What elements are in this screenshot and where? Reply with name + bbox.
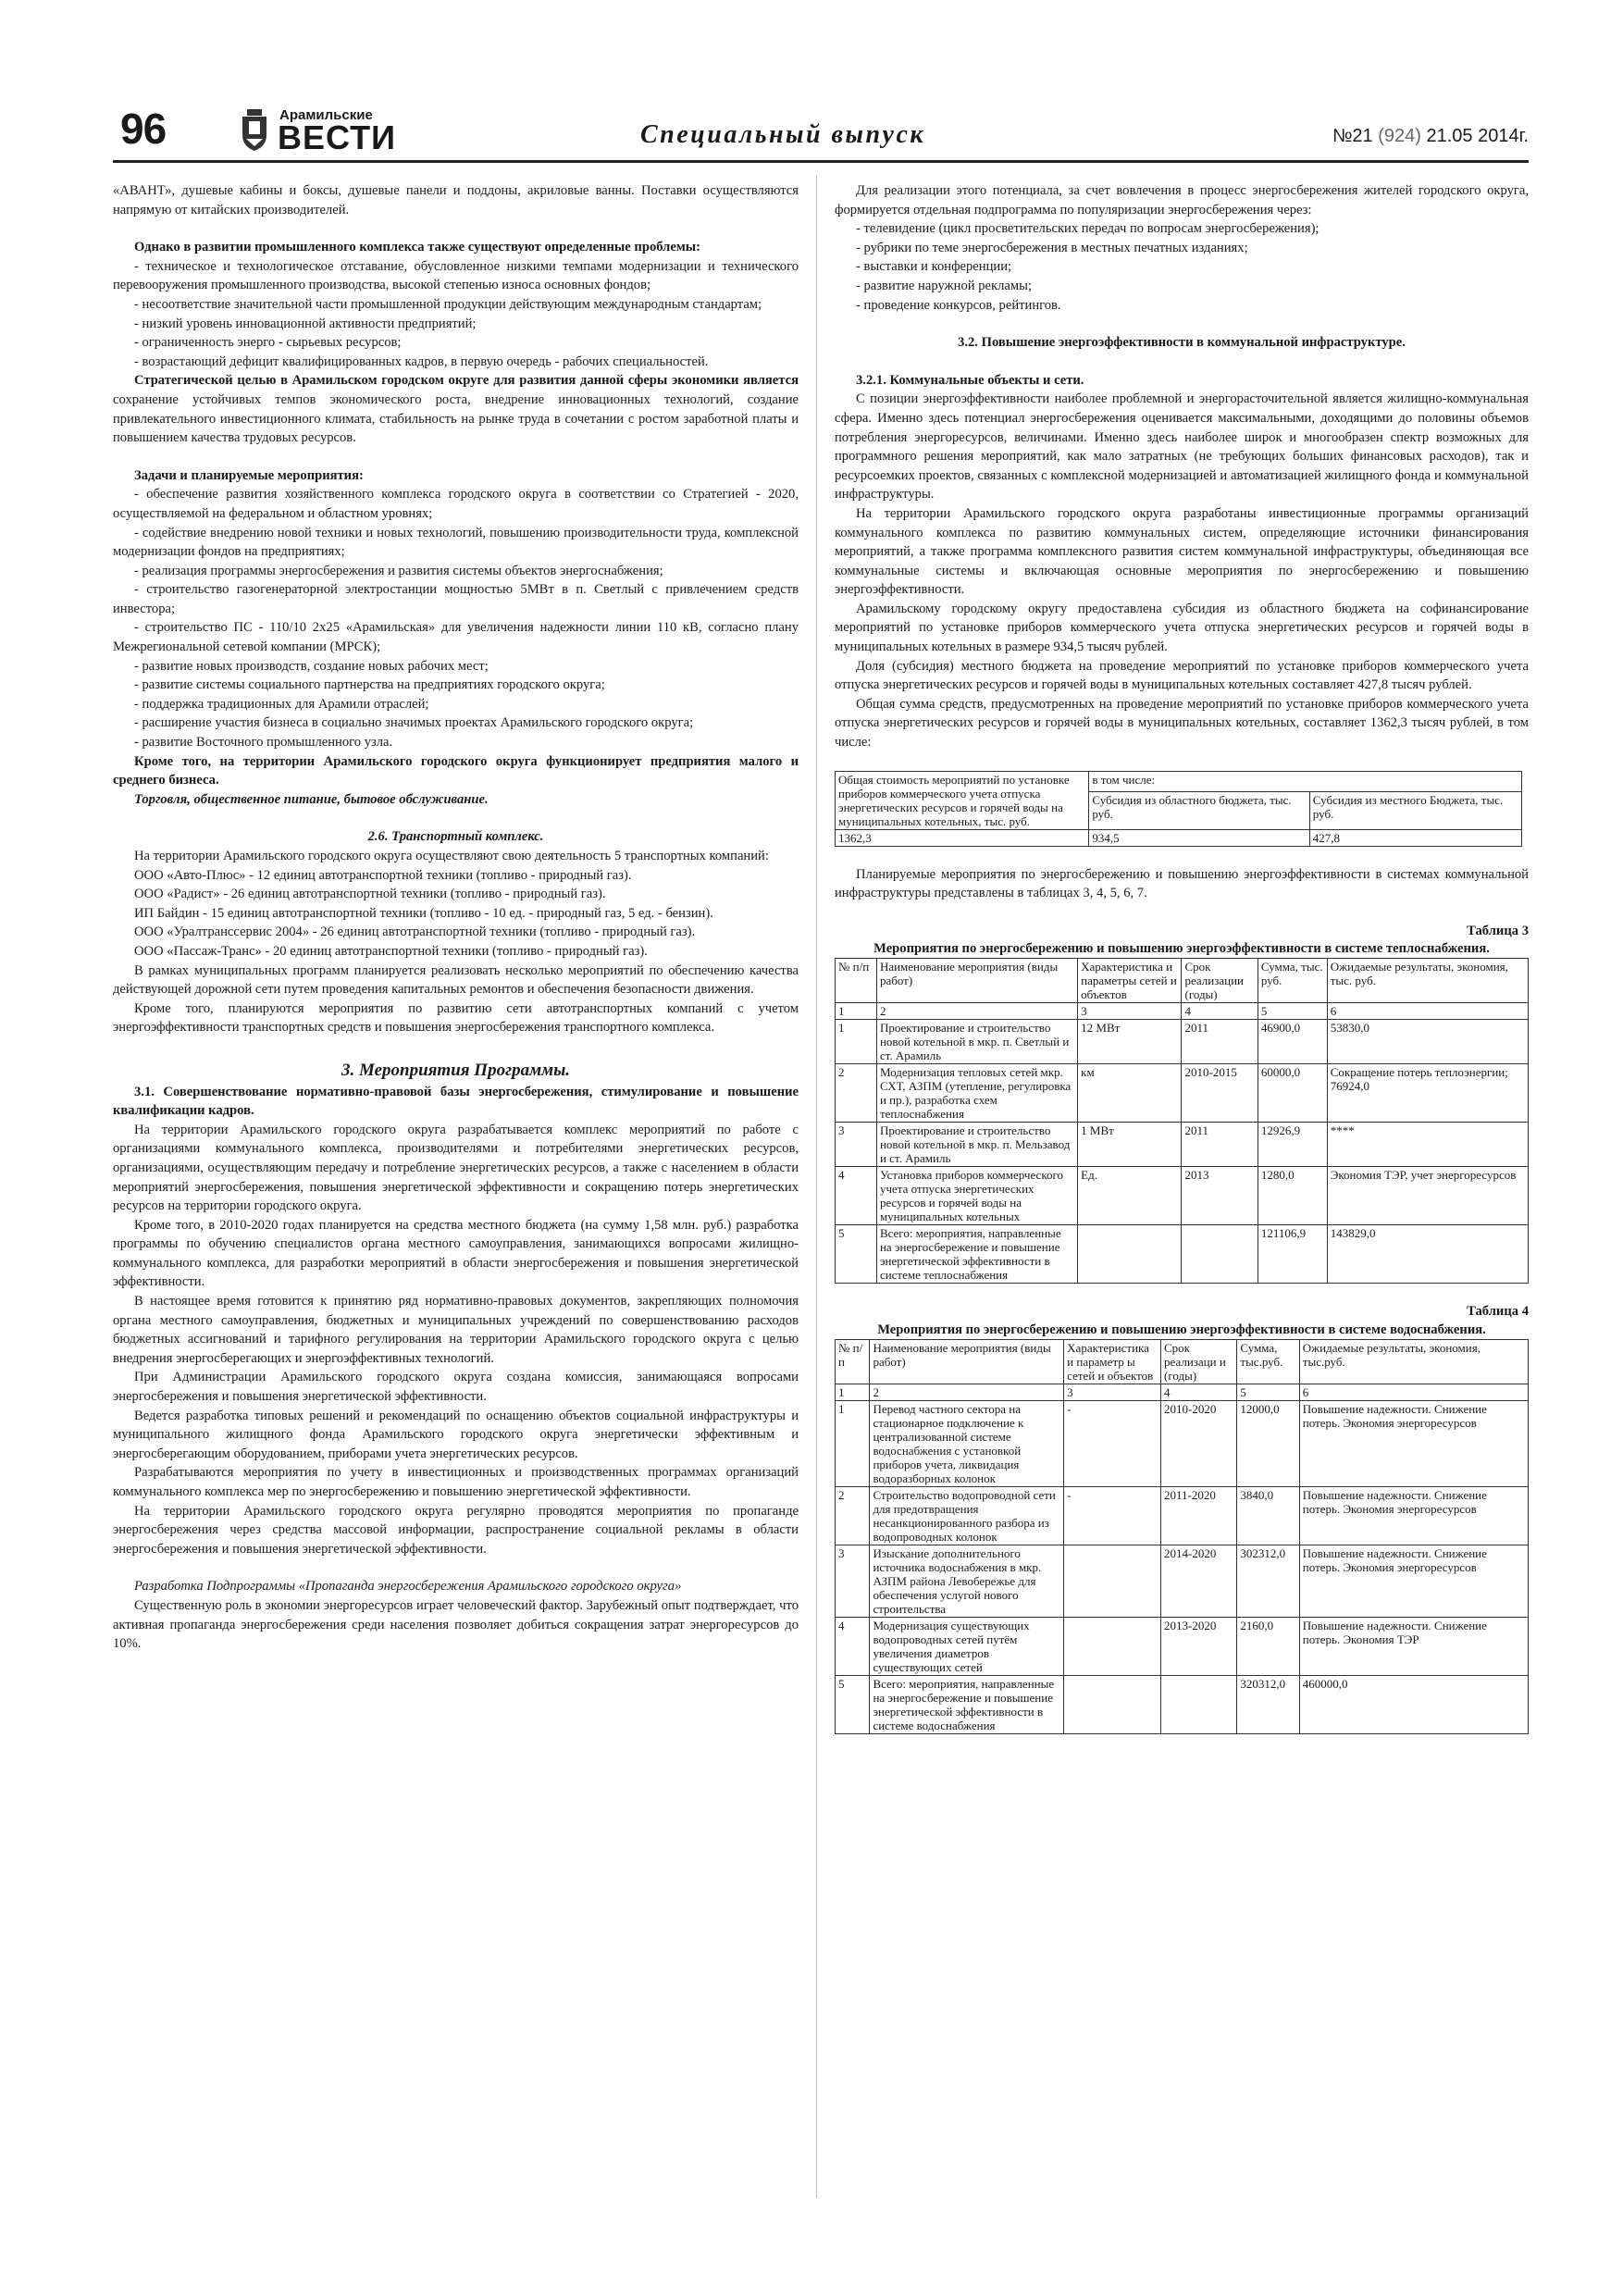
table-cell: Строительство водопроводной сети для предотвращения несанкционированного разбора из водопроводных колонок xyxy=(870,1487,1064,1545)
list-item: - строительство ПС - 110/10 2х25 «Арамильская» для увеличения надежности линии 110 кВ, согласно плану Межрегиональной сетевой компании (МРСК); xyxy=(113,620,799,655)
table-header-cell: Срок реализаци и (годы) xyxy=(1161,1340,1237,1384)
table-header-row xyxy=(836,959,1529,1003)
table-header-cell: Срок реализации (годы) xyxy=(1182,959,1258,1003)
column-divider xyxy=(816,176,817,2198)
list-item: - поддержка традиционных для Арамили отраслей; xyxy=(134,696,429,712)
table3-label: Таблица 3 xyxy=(1467,923,1529,938)
funding-table xyxy=(835,771,1522,847)
coat-of-arms-icon xyxy=(239,107,270,152)
list-item: - содействие внедрению новой техники и новых технологий, повышению производительности труда, комплексной модернизации фондов на предприятиях; xyxy=(113,525,799,560)
table-cell: 460000,0 xyxy=(1299,1676,1528,1734)
table-row xyxy=(836,1676,1529,1734)
table-cell: 1 xyxy=(836,1401,870,1487)
table-cell: км xyxy=(1078,1064,1182,1123)
table-header-cell: Наименование мероприятия (виды работ) xyxy=(870,1340,1064,1384)
subprogram-heading: Разработка Подпрограммы «Пропаганда энергосбережения Арамильского городского округа» xyxy=(134,1579,682,1595)
table-cell: Сокращение потерь теплоэнергии; 76924,0 xyxy=(1327,1064,1528,1123)
list-item: - развитие Восточного промышленного узла. xyxy=(134,735,393,751)
table-header-cell: Сумма, тыс.руб. xyxy=(1237,1340,1299,1384)
table-cell: 4 xyxy=(1161,1384,1237,1401)
list-item: - развитие новых производств, создание новых рабочих мест; xyxy=(134,658,489,674)
section-3-heading: 3. Мероприятия Программы. xyxy=(341,1060,571,1080)
company-item: ООО «Уралтранссервис 2004» - 26 единиц автотранспортной техники (топливо - природный газ). xyxy=(134,925,696,940)
list-item: - реализация программы энергосбережения и развития системы объектов энергоснабжения; xyxy=(134,563,663,578)
list-item: - выставки и конференции; xyxy=(856,259,1012,275)
table-row xyxy=(836,1401,1529,1487)
transport-heading: 2.6. Транспортный комплекс. xyxy=(367,829,544,845)
table-cell: 2 xyxy=(876,1003,1077,1020)
table-header-cell: Ожидаемые результаты, экономия, тыс. руб. xyxy=(1327,959,1528,1003)
table-row xyxy=(836,1225,1529,1284)
paragraph: Планируемые мероприятия по энергосбережению и повышению энергоэффективности в системах коммунальной инфраструктуры представлены в таблицах 3, 4, 5, 6, 7. xyxy=(835,866,1529,901)
table-cell: 3840,0 xyxy=(1237,1487,1299,1545)
list-item: - расширение участия бизнеса в социально значимых проектах Арамильского городского округа; xyxy=(134,715,694,731)
table-cell: Модернизация существующих водопроводных сетей путём увеличения диаметров существующих сетей xyxy=(870,1618,1064,1676)
paragraph: В настоящее время готовится к принятию ряд нормативно-правовых документов, закрепляющих полномочия органа местного самоуправления, бюджетных и муниципальных учреждений по совершенствованию расходов бюджетных ассигнований и тарифного регулирования на территории Арамильского городского округа с целью внедрения энергосберегающих и энергоэффективных технологий. xyxy=(113,1294,799,1366)
table-cell: 12 МВт xyxy=(1078,1020,1182,1064)
table-header-cell: Характеристика и параметры сетей и объектов xyxy=(1078,959,1182,1003)
list-item: - несоответствие значительной части промышленной продукции действующим международным стандартам; xyxy=(134,296,762,312)
table-cell xyxy=(1078,1225,1182,1284)
funding-total-header: Общая стоимость мероприятий по установке приборов коммерческого учета отпуска энергетических ресурсов и горячей воды на муниципальных котельных, тыс. руб. xyxy=(836,771,1089,829)
table-row xyxy=(836,1618,1529,1676)
goal-paragraph xyxy=(113,371,799,447)
table-cell xyxy=(1064,1676,1161,1734)
table-cell: - xyxy=(1064,1487,1161,1545)
table-cell: 3 xyxy=(836,1545,870,1618)
table-cell: 1 xyxy=(836,1003,877,1020)
special-issue-title: Специальный выпуск xyxy=(640,120,926,149)
table-cell: Повышение надежности. Снижение потерь. Экономия энергоресурсов xyxy=(1299,1487,1528,1545)
table-cell: - xyxy=(1064,1401,1161,1487)
table-cell: 2 xyxy=(836,1487,870,1545)
table-cell: 2010-2020 xyxy=(1161,1401,1237,1487)
paragraph: Кроме того, планируются мероприятия по развитию сети автотранспортных компаний с учетом энергоэффективности транспортных средств и повышения энергосбережения транспортного комплекса. xyxy=(113,1000,799,1036)
table-header-cell: Сумма, тыс. руб. xyxy=(1258,959,1327,1003)
small-business-paragraph: Кроме того, на территории Арамильского городского округа функционирует предприятия малого и среднего бизнеса. xyxy=(113,753,799,788)
list-item: - строительство газогенераторной электростанции мощностью 5МВт в п. Светлый с привлечением средств инвестора; xyxy=(113,582,799,616)
list-item: - возрастающий дефицит квалифицированных кадров, в первую очередь - рабочих специальностей. xyxy=(134,354,709,369)
paragraph: Арамильскому городскому округу предоставлена субсидия из областного бюджета на софинансирование мероприятий по установке приборов коммерческого учета отпуска энергетических ресурсов и горячей воды в муниципальных котельных в размере 934,5 тысяч рублей. xyxy=(835,601,1529,655)
table-header-cell: Характеристика и параметр ы сетей и объектов xyxy=(1064,1340,1161,1384)
newspaper-logo xyxy=(239,107,396,156)
table-cell: 46900,0 xyxy=(1258,1020,1327,1064)
list-item: - техническое и технологическое отставание, обусловленное низкими темпами модернизации и технического перевооружения промышленного производства, высокой степенью износа основных фондов; xyxy=(113,258,799,293)
funding-total: 1362,3 xyxy=(836,829,1089,846)
table-row xyxy=(836,1123,1529,1167)
goal-text: сохранение устойчивых темпов экономического роста, внедрение инновационных технологий, создание привлекательного инвестиционного климата, стабильность на рынке труда в сочетании с ростом заработной платы и повышением качества трудовых ресурсов. xyxy=(113,391,799,446)
issue-info xyxy=(1332,126,1529,147)
table-cell xyxy=(1161,1676,1237,1734)
table3-title: Мероприятия по энергосбережению и повышению энергоэффективности в системе теплоснабжения. xyxy=(873,941,1490,957)
paragraph: Общая сумма средств, предусмотренных на проведение мероприятий по установке приборов коммерческого учета отпуска энергетических ресурсов и горячей воды в муниципальных котельных, составляет 1362,3 тысяч рублей, в том числе: xyxy=(835,696,1529,751)
table-cell: 60000,0 xyxy=(1258,1064,1327,1123)
table4-title: Мероприятия по энергосбережению и повышению энергоэффективности в системе водоснабжения. xyxy=(877,1322,1486,1337)
table-cell xyxy=(1182,1225,1258,1284)
paragraph: Существенную роль в экономии энергоресурсов играет человеческий фактор. Зарубежный опыт подтверждает, что активная пропаганда энергосбережения среди населения позволяет добиться сокращения затрат энергоресурсов до 10%. xyxy=(113,1597,799,1652)
table-cell: 5 xyxy=(1258,1003,1327,1020)
company-item: ИП Байдин - 15 единиц автотранспортной техники (топливо - 10 ед. - природный газ, 5 ед. - бензин). xyxy=(134,905,713,921)
table-cell: 2011-2020 xyxy=(1161,1487,1237,1545)
paragraph: Для реализации этого потенциала, за счет вовлечения в процесс энергосбережения жителей городского округа, формируется отдельная подпрограмма по популяризации энергосбережения через: xyxy=(835,183,1529,217)
table-row xyxy=(836,1167,1529,1225)
funding-regional-header: Субсидия из областного бюджета, тыс. руб. xyxy=(1089,791,1309,829)
logo-small-text: Арамильские xyxy=(279,107,373,123)
section-3-2-heading: 3.2. Повышение энергоэффективности в коммунальной инфраструктуре. xyxy=(958,335,1406,351)
table-cell: Установка приборов коммерческого учета отпуска энергетических ресурсов и горячей воды на муниципальных котельных xyxy=(876,1167,1077,1225)
table-cell: Всего: мероприятия, направленные на энергосбережение и повышение энергетической эффективности в системе водоснабжения xyxy=(870,1676,1064,1734)
paragraph: «АВАНТ», душевые кабины и боксы, душевые панели и поддоны, акриловые ванны. Поставки осуществляются напрямую от китайских производителей. xyxy=(113,183,799,217)
table-cell: 302312,0 xyxy=(1237,1545,1299,1618)
table-cell: Повышение надежности. Снижение потерь. Экономия энергоресурсов xyxy=(1299,1545,1528,1618)
table-3 xyxy=(835,958,1529,1284)
table-cell: 12000,0 xyxy=(1237,1401,1299,1487)
table-cell: 143829,0 xyxy=(1327,1225,1528,1284)
issue-date: 21.05 2014г. xyxy=(1426,126,1529,146)
list-item: - низкий уровень инновационной активности предприятий; xyxy=(134,316,477,331)
table-cell: Перевод частного сектора на стационарное подключение к централизованной системе водоснабжения с установкой приборов учета, ликвидация водоразборных колонок xyxy=(870,1401,1064,1487)
list-item: - телевидение (цикл просветительских передач по вопросам энергосбережения); xyxy=(856,221,1319,237)
header-rule xyxy=(113,160,1529,163)
paragraph: Кроме того, в 2010-2020 годах планируется на средства местного бюджета (на сумму 1,58 млн. руб.) разработка программы по обучению специалистов органа местного самоуправления, занимающихся вопросами жилищно-коммунального комплекса, для разработки мероприятий в области энергосбережения и повышения энергетической эффективности. xyxy=(113,1217,799,1290)
table-row xyxy=(836,1064,1529,1123)
table-header-cell: Ожидаемые результаты, экономия, тыс.руб. xyxy=(1299,1340,1528,1384)
company-item: ООО «Пассаж-Транс» - 20 единиц автотранспортной техники (топливо - природный газ). xyxy=(134,943,648,959)
table-cell: 2013-2020 xyxy=(1161,1618,1237,1676)
table-cell: 2010-2015 xyxy=(1182,1064,1258,1123)
paragraph: На территории Арамильского городского округа разработаны инвестиционные программы организаций коммунального комплекса по развитию коммунальных систем, определяющие источники финансирования мероприятий, а также программа комплексного развития систем коммунальной инфраструктуры, объединяющая все коммунальные системы и включающая основные мероприятия по энергосбережению и повышению энергоэффективности. xyxy=(835,505,1529,598)
table-cell: 6 xyxy=(1299,1384,1528,1401)
funding-local-header: Субсидия из местного Бюджета, тыс. руб. xyxy=(1309,791,1521,829)
table-number-row xyxy=(836,1384,1529,1401)
table-row xyxy=(836,1545,1529,1618)
trade-heading: Торговля, общественное питание, бытовое обслуживание. xyxy=(134,791,489,807)
right-column xyxy=(835,181,1529,1734)
table-cell: 121106,9 xyxy=(1258,1225,1327,1284)
table-cell: 12926,9 xyxy=(1258,1123,1327,1167)
masthead xyxy=(113,104,1529,159)
paragraph: На территории Арамильского городского округа осуществляют свою деятельность 5 транспортных компаний: xyxy=(134,849,769,863)
table-cell: 1 xyxy=(836,1384,870,1401)
goal-bold: Стратегической целью в Арамильском городском округе для развития данной сферы экономики является xyxy=(134,373,799,389)
table-cell: 5 xyxy=(1237,1384,1299,1401)
list-item: - ограниченность энерго - сырьевых ресурсов; xyxy=(134,335,402,351)
table-cell: 2014-2020 xyxy=(1161,1545,1237,1618)
paragraph: С позиции энергоэффективности наиболее проблемной и энергорасточительной является жилищно-коммунальная сфера. Именно здесь потенциал энергосбережения оценивается максимальными, доходящими до половины объемов потребления энергоресурсов, величинами. Именно здесь наиболее широк и многообразен спектр возможных для программного решения мероприятий, как мало затратных (не требующих больших финансовых расходов), так и ресурсоемких проектов, связанных с комплексной модернизацией и автоматизацией жилищного фонда и коммунальной инфраструктуры. xyxy=(835,391,1529,503)
table-cell: 6 xyxy=(1327,1003,1528,1020)
table-cell: Всего: мероприятия, направленные на энергосбережение и повышение энергетической эффективности в системе теплоснабжения xyxy=(876,1225,1077,1284)
table-header-cell: № п/ п xyxy=(836,1340,870,1384)
table-cell: 2013 xyxy=(1182,1167,1258,1225)
table-cell: Экономия ТЭР, учет энергоресурсов xyxy=(1327,1167,1528,1225)
table-cell: Повышение надежности. Снижение потерь. Экономия энергоресурсов xyxy=(1299,1401,1528,1487)
table-cell: 2160,0 xyxy=(1237,1618,1299,1676)
table-cell: 3 xyxy=(1064,1384,1161,1401)
table-cell: 3 xyxy=(836,1123,877,1167)
table-cell xyxy=(1064,1545,1161,1618)
table-cell: 4 xyxy=(1182,1003,1258,1020)
table-cell: 1 xyxy=(836,1020,877,1064)
table-cell: 1280,0 xyxy=(1258,1167,1327,1225)
table-cell: 2 xyxy=(870,1384,1064,1401)
table-cell: 5 xyxy=(836,1676,870,1734)
left-column xyxy=(113,181,799,1654)
table-cell: 53830,0 xyxy=(1327,1020,1528,1064)
paragraph: В рамках муниципальных программ планируется реализовать несколько мероприятий по обеспечению качества действующей дорожной сети путем проведения капитальных ремонтов и обеспечения безопасности движения. xyxy=(113,962,799,998)
issue-number: №21 xyxy=(1332,126,1373,146)
paragraph: Ведется разработка типовых решений и рекомендаций по оснащению объектов социальной инфраструктуры и муниципального жилищного фонда Арамильского городского округа энергетически эффективным и энергосберегающим оборудованием, приборами учета энергетических ресурсов. xyxy=(113,1408,799,1461)
company-item: ООО «Радист» - 26 единиц автотранспортной техники (топливо - природный газ). xyxy=(134,887,606,902)
funding-local: 427,8 xyxy=(1309,829,1521,846)
table-cell: Проектирование и строительство новой котельной в мкр. п. Светлый и ст. Арамиль xyxy=(876,1020,1077,1064)
paragraph: На территории Арамильского городского округа регулярно проводятся мероприятия по пропаганде энергосбережения через средства массовой информации, распространение социальной рекламы в области энергосбережения и повышения энергетической эффективности. xyxy=(113,1503,799,1557)
problems-heading: Однако в развитии промышленного комплекса также существуют определенные проблемы: xyxy=(134,240,701,255)
section-3-2-1-heading: 3.2.1. Коммунальные объекты и сети. xyxy=(856,372,1084,388)
table-header-row xyxy=(836,1340,1529,1384)
table-header-cell: Наименование мероприятия (виды работ) xyxy=(876,959,1077,1003)
table-cell: **** xyxy=(1327,1123,1528,1167)
table-cell: 1 МВт xyxy=(1078,1123,1182,1167)
funding-incl-header: в том числе: xyxy=(1089,771,1521,791)
table-cell: Проектирование и строительство новой котельной в мкр. п. Мельзавод и ст. Арамиль xyxy=(876,1123,1077,1167)
table-cell: 4 xyxy=(836,1618,870,1676)
table-cell: 2011 xyxy=(1182,1123,1258,1167)
table-row xyxy=(836,1487,1529,1545)
table-cell: 4 xyxy=(836,1167,877,1225)
tasks-heading: Задачи и планируемые мероприятия: xyxy=(134,467,364,483)
company-item: ООО «Авто-Плюс» - 12 единиц автотранспортной техники (топливо - природный газ). xyxy=(134,867,632,883)
list-item: - рубрики по теме энергосбережения в местных печатных изданиях; xyxy=(856,240,1248,255)
page-number: 96 xyxy=(120,105,167,153)
table-4 xyxy=(835,1339,1529,1734)
table-row xyxy=(836,1020,1529,1064)
table-cell: Ед. xyxy=(1078,1167,1182,1225)
table-cell: Изыскание дополнительного источника водоснабжения в мкр. АЗПМ района Левобережье для обеспечения услугой нового строительства xyxy=(870,1545,1064,1618)
table-number-row xyxy=(836,1003,1529,1020)
table-cell xyxy=(1064,1618,1161,1676)
paragraph: Разрабатываются мероприятия по учету в инвестиционных и производственных программах организаций коммунального комплекса мер по энергосбережению и повышению энергетической эффективности. xyxy=(113,1465,799,1499)
table-cell: 5 xyxy=(836,1225,877,1284)
table-cell: Модернизация тепловых сетей мкр. СХТ, АЗПМ (утепление, регулировка и пр.), разработка схем теплоснабжения xyxy=(876,1064,1077,1123)
table-header-cell: № п/п xyxy=(836,959,877,1003)
paragraph: При Администрации Арамильского городского округа создана комиссия, занимающаяся вопросами энергосбережения и повышения энергетической эффективности. xyxy=(113,1370,799,1405)
table-cell: 3 xyxy=(1078,1003,1182,1020)
list-item: - развитие наружной рекламы; xyxy=(856,278,1032,293)
table4-label: Таблица 4 xyxy=(1467,1304,1529,1320)
list-item: - проведение конкурсов, рейтингов. xyxy=(856,297,1061,313)
funding-regional: 934,5 xyxy=(1089,829,1309,846)
issue-total: (924) xyxy=(1378,126,1421,146)
logo-title: ВЕСТИ xyxy=(278,118,396,156)
table-cell: 2 xyxy=(836,1064,877,1123)
paragraph: Доля (субсидия) местного бюджета на проведение мероприятий по установке приборов коммерческого учета отпуска энергетических ресурсов и горячей воды в муниципальных котельных составляет 427,8 тысяч рублей. xyxy=(835,658,1529,693)
list-item: - обеспечение развития хозяйственного комплекса городского округа в соответствии со Стратегией - 2020, осуществляемой на федеральном и областном уровнях; xyxy=(113,487,799,521)
table-cell: 320312,0 xyxy=(1237,1676,1299,1734)
table-cell: Повышение надежности. Снижение потерь. Экономия ТЭР xyxy=(1299,1618,1528,1676)
list-item: - развитие системы социального партнерства на предприятиях городского округа; xyxy=(134,677,605,693)
paragraph: На территории Арамильского городского округа разрабатывается комплекс мероприятий по работе с организациями коммунального комплекса, производителями и потребителями энергетических ресурсов, организациями, осуществляющим передачу и потребление энергетических ресурсов, а также с населением в области мероприятий энергосбережения, повышения энергетической эффективности и сокращению потерь энергетических ресурсов на территории городского округа. xyxy=(113,1122,799,1214)
section-3-1-heading: 3.1. Совершенствование нормативно-правовой базы энергосбережения, стимулирование и повышение квалификации кадров. xyxy=(113,1084,799,1119)
table-cell: 2011 xyxy=(1182,1020,1258,1064)
